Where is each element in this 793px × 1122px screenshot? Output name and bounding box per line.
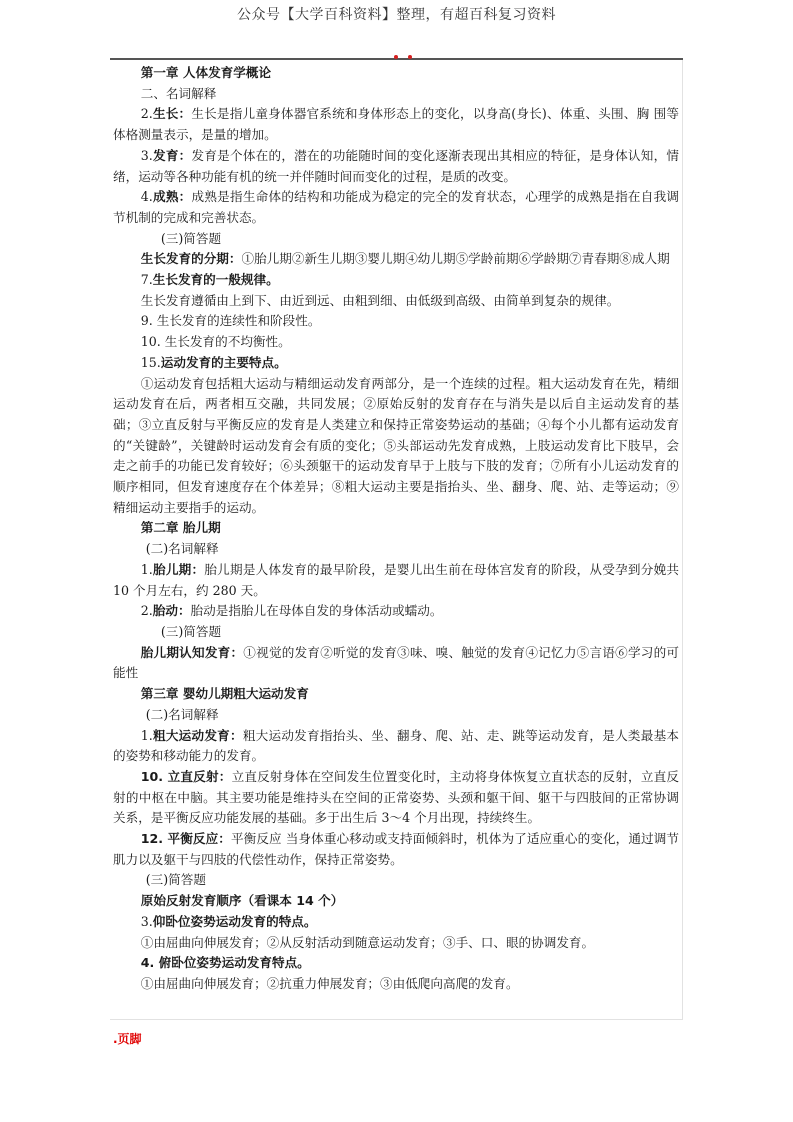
- item-number: 1.: [140, 727, 153, 743]
- chapter-title: 第一章 人体发育学概论: [140, 65, 272, 80]
- question-heading: [113, 353, 679, 374]
- item-number: 7.: [140, 272, 153, 288]
- page-footer: .页脚: [113, 1032, 142, 1046]
- document-body: [113, 63, 679, 995]
- section-heading: (二)名词解释: [145, 706, 219, 722]
- term-text: 发育是个体在的，潜在的功能随时间的变化逐渐表现出其相应的特征，是身体认知，情绪，运动等各种功能有机的统一并伴随时间而变化的过程，是质的改变。: [113, 147, 680, 184]
- term-label: 10. 立直反射：: [140, 768, 232, 784]
- item-number: 4.: [140, 189, 153, 205]
- question-label: 生长发育的分期：: [140, 251, 242, 267]
- answer-text: ①胎儿期②新生儿期③婴儿期④幼儿期⑤学龄前期⑥学龄期⑦青春期⑧成人期: [241, 251, 670, 267]
- term-definition: [113, 104, 679, 145]
- item-number: 2.: [140, 106, 153, 122]
- answer-text: ①由屈曲向伸展发育；②抗重力伸展发育；③由低爬向高爬的发育。: [140, 975, 519, 991]
- answer-text: 生长发育遵循由上到下、由近到远、由粗到细、由低级到高级、由简单到复杂的规律。: [140, 292, 620, 308]
- question-answer: [113, 643, 679, 684]
- section-heading: (三)简答题: [145, 872, 206, 888]
- question-heading: [113, 270, 679, 291]
- marker-dot: [394, 55, 398, 59]
- term-definition: [113, 767, 679, 829]
- item-number: 1.: [140, 561, 153, 577]
- question-answer: [113, 249, 679, 270]
- question-heading: 原始反射发育顺序（看课本 14 个）: [140, 893, 344, 909]
- answer-text: ①视觉的发育②听觉的发育③味、嗅、触觉的发育④记忆力⑤言语⑥学习的可能性: [113, 644, 680, 681]
- page-border-right: [682, 60, 683, 1019]
- term-definition: [113, 560, 679, 601]
- term-label: 胎动：: [152, 603, 191, 619]
- question-heading: [113, 912, 679, 933]
- answer-text: ①运动发育包括粗大运动与精细运动发育两部分，是一个连续的过程。粗大运动发育在先，精细运动发育在后，两者相互交融，共同发展；②原始反射的发育存在与消失是以后自主运动发育的基础；③立直反射与平衡反应的发育是人类建立和保持正常姿势运动的基础；④每个小儿都有运动发育的“关键龄”，关键龄时运动发育会有质的变化；⑤头部运动先发育成熟，上肢运动发育比下肢早，会走之前手的功能已发育较好；⑥头颈躯干的运动发育早于上肢与下肢的发育；⑦所有小儿运动发育的顺序相同，但发育速度存在个体差异；⑧粗大运动主要是指抬头、坐、翻身、爬、站、走等运动；⑨精细运动主要指手的运动。: [113, 375, 679, 515]
- term-text: 立直反射身体在空间发生位置变化时，主动将身体恢复立直状态的反射，立直反射的中枢在中脑。其主要功能是维持头在空间的正常姿势、头颈和躯干间、躯干与四肢间的正常协调关系，是平衡反应功能发展的基础。多于出生后 3～4 个月出现，持续终生。: [113, 768, 679, 826]
- term-definition: [113, 829, 679, 870]
- item-number: 2.: [140, 603, 153, 619]
- term-text: 胎儿期是人体发育的最早阶段，是婴儿出生前在母体宫发育的阶段，从受孕到分娩共 10 个月左右，约 280 天。: [113, 561, 680, 598]
- term-label: 生长：: [152, 106, 192, 122]
- item-number: 15.: [140, 354, 161, 370]
- section-heading: 二、名词解释: [140, 85, 217, 101]
- answer-text: ①由屈曲向伸展发育；②从反射活动到随意运动发育；③手、口、眼的协调发育。: [140, 934, 595, 950]
- term-label: 发育：: [152, 147, 192, 163]
- question-label: 运动发育的主要特点。: [160, 354, 287, 370]
- page-header: 公众号【大学百科资料】整理，有超百科复习资料: [237, 7, 556, 23]
- term-definition: [113, 601, 679, 622]
- term-label: 胎儿期：: [152, 561, 205, 577]
- section-heading: (三)简答题: [160, 623, 222, 639]
- item-number: 3.: [140, 147, 153, 163]
- question-label: 仰卧位姿势运动发育的特点。: [152, 913, 317, 929]
- term-text: 平衡反应 当身体重心移动或支持面倾斜时，机体为了适应重心的变化，通过调节肌力以及躯干与四肢的代偿性动作，保持正常姿势。: [113, 831, 679, 867]
- term-text: 生长是指儿童身体器官系统和身体形态上的变化，以身高(身长)、体重、头围、胸 围等体格测量表示，是量的增加。: [113, 106, 679, 143]
- question-label: 胎儿期认知发育：: [140, 644, 244, 660]
- term-text: 胎动是指胎儿在母体自发的身体活动或蠕动。: [190, 603, 443, 619]
- question-heading: 10. 生长发育的不均衡性。: [140, 334, 291, 350]
- term-label: 12. 平衡反应：: [140, 831, 231, 847]
- chapter-title: 第二章 胎儿期: [140, 520, 221, 536]
- term-text: 粗大运动发育指抬头、坐、翻身、爬、站、走、跳等运动发育，是人类最基本的姿势和移动能力的发育。: [113, 727, 680, 764]
- term-definition: [113, 187, 679, 228]
- term-label: 粗大运动发育：: [152, 727, 243, 743]
- question-heading: 9. 生长发育的连续性和阶段性。: [140, 313, 321, 329]
- item-number: 3.: [140, 913, 153, 929]
- term-definition: [113, 146, 679, 187]
- term-text: 成熟是指生命体的结构和功能成为稳定的完全的发育状态，心理学的成熟是指在自我调节机制的完成和完善状态。: [113, 189, 680, 225]
- section-heading: (三)简答题: [160, 230, 222, 246]
- term-label: 成熟：: [152, 189, 192, 205]
- page-border-bottom: [110, 1019, 683, 1020]
- section-heading: (二)名词解释: [145, 541, 219, 557]
- chapter-title: 第三章 婴幼儿期粗大运动发育: [140, 686, 309, 702]
- question-label: 生长发育的一般规律。: [152, 272, 279, 288]
- question-heading: 4. 俯卧位姿势运动发育特点。: [140, 955, 310, 971]
- term-definition: [113, 726, 679, 767]
- marker-dot: [408, 55, 412, 59]
